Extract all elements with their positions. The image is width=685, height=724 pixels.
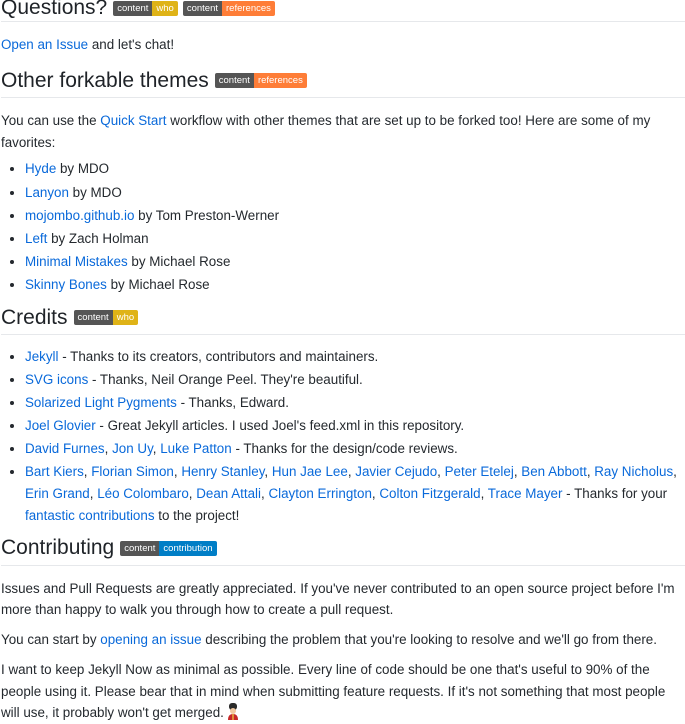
contributor-link[interactable]: Ben Abbott <box>521 464 587 480</box>
guardsman-emoji-icon <box>226 703 240 720</box>
designer-link[interactable]: Luke Patton <box>160 441 232 457</box>
contributing-heading <box>1 534 685 565</box>
contributor-link[interactable]: Bart Kiers <box>25 464 84 480</box>
contributing-p1: Issues and Pull Requests are greatly appreciated. If you've never contributed to an open source project before I'm more than happy to walk you through how to create a pull request. <box>1 580 675 618</box>
credit-link[interactable]: SVG icons <box>25 371 89 387</box>
open-issue-link[interactable]: Open an Issue <box>1 37 89 52</box>
list-item: • Bart Kiers, Florian Simon, Henry Stanley, Hun Jae Lee, Javier Cejudo, Peter Etelej, Ben Abbott, Ray Nicholus, Erin Grand, Léo Colombaro, Dean Attali, Clayton Errington, Colton Fitzgerald, Trace Mayer - Thanks for your fantastic contributions to the project! <box>25 461 685 526</box>
contributing-p3: I want to keep Jekyll Now as minimal as possible. Every line of code should be one that's useful to 90% of the people using it. Please bear that in mind when submitting feature requests. If it's not something that most people will use, it probably won't get merged. <box>1 661 666 721</box>
list-item: • Skinny Bones by Michael Rose <box>25 274 685 296</box>
quick-start-link[interactable]: Quick Start <box>100 113 167 128</box>
contributor-link[interactable]: Clayton Errington <box>268 486 372 502</box>
theme-link[interactable]: Skinny Bones <box>25 276 107 292</box>
list-item: • David Furnes, Jon Uy, Luke Patton - Thanks for the design/code reviews. <box>25 438 685 460</box>
contributor-link[interactable]: Ray Nicholus <box>594 464 674 480</box>
theme-link[interactable]: Left <box>25 230 48 246</box>
list-item: • Left by Zach Holman <box>25 228 685 250</box>
themes-title: Other forkable themes <box>1 68 209 92</box>
credit-link[interactable]: Joel Glovier <box>25 418 96 434</box>
list-item: • Solarized Light Pygments - Thanks, Edward. <box>25 392 685 414</box>
badge-content-who: content who <box>74 310 139 325</box>
credit-link[interactable]: Solarized Light Pygments <box>25 395 177 411</box>
contributor-link[interactable]: Colton Fitzgerald <box>379 486 481 502</box>
badge-content-references: content references <box>183 1 275 16</box>
badge-content-contribution: content contribution <box>120 541 216 556</box>
designer-link[interactable]: David Furnes <box>25 441 105 457</box>
questions-text: Open an Issue and let's chat! <box>1 37 175 52</box>
themes-heading <box>1 67 685 98</box>
credits-list <box>1 346 685 527</box>
list-item: • Minimal Mistakes by Michael Rose <box>25 251 685 273</box>
credits-heading <box>1 304 685 335</box>
contributor-link[interactable]: Trace Mayer <box>487 486 563 502</box>
contributor-link[interactable]: Erin Grand <box>25 486 90 502</box>
contributor-link[interactable]: Javier Cejudo <box>355 464 438 480</box>
list-item: • Joel Glovier - Great Jekyll articles. I used Joel's feed.xml in this repository. <box>25 415 685 437</box>
list-item: • mojombo.github.io by Tom Preston-Werner <box>25 205 685 227</box>
list-item: • SVG icons - Thanks, Neil Orange Peel. They're beautiful. <box>25 369 685 391</box>
theme-link[interactable]: Hyde <box>25 161 57 177</box>
themes-list <box>1 158 685 295</box>
fantastic-contributions-link[interactable]: fantastic contributions <box>25 507 155 523</box>
contributor-link[interactable]: Léo Colombaro <box>97 486 189 502</box>
badge-content-references: content references <box>215 73 307 88</box>
contributor-link[interactable]: Hun Jae Lee <box>271 464 348 480</box>
designer-link[interactable]: Jon Uy <box>112 441 153 457</box>
theme-link[interactable]: Minimal Mistakes <box>25 253 128 269</box>
list-item: • Hyde by MDO <box>25 158 685 180</box>
contributor-link[interactable]: Florian Simon <box>91 464 174 480</box>
badge-content-who: content who <box>113 1 178 16</box>
theme-link[interactable]: Lanyon <box>25 184 69 200</box>
questions-heading <box>1 0 685 22</box>
list-item: • Jekyll - Thanks to its creators, contributors and maintainers. <box>25 346 685 368</box>
list-item: • Lanyon by MDO <box>25 182 685 204</box>
questions-title: Questions? <box>1 0 108 20</box>
contributing-p2: You can start by opening an issue describing the problem that you're looking to resolve and we'll go from there. <box>1 632 657 648</box>
contributing-title: Contributing <box>1 536 115 560</box>
opening-issue-link[interactable]: opening an issue <box>100 632 202 648</box>
contributor-link[interactable]: Peter Etelej <box>444 464 514 480</box>
credit-link[interactable]: Jekyll <box>25 348 59 364</box>
contributor-link[interactable]: Henry Stanley <box>181 464 265 480</box>
themes-intro: You can use the Quick Start workflow with other themes that are set up to be forked too! Here are some of my favorites: <box>1 113 651 150</box>
credits-title: Credits <box>1 305 68 329</box>
contributor-link[interactable]: Dean Attali <box>196 486 261 502</box>
theme-link[interactable]: mojombo.github.io <box>25 207 135 223</box>
